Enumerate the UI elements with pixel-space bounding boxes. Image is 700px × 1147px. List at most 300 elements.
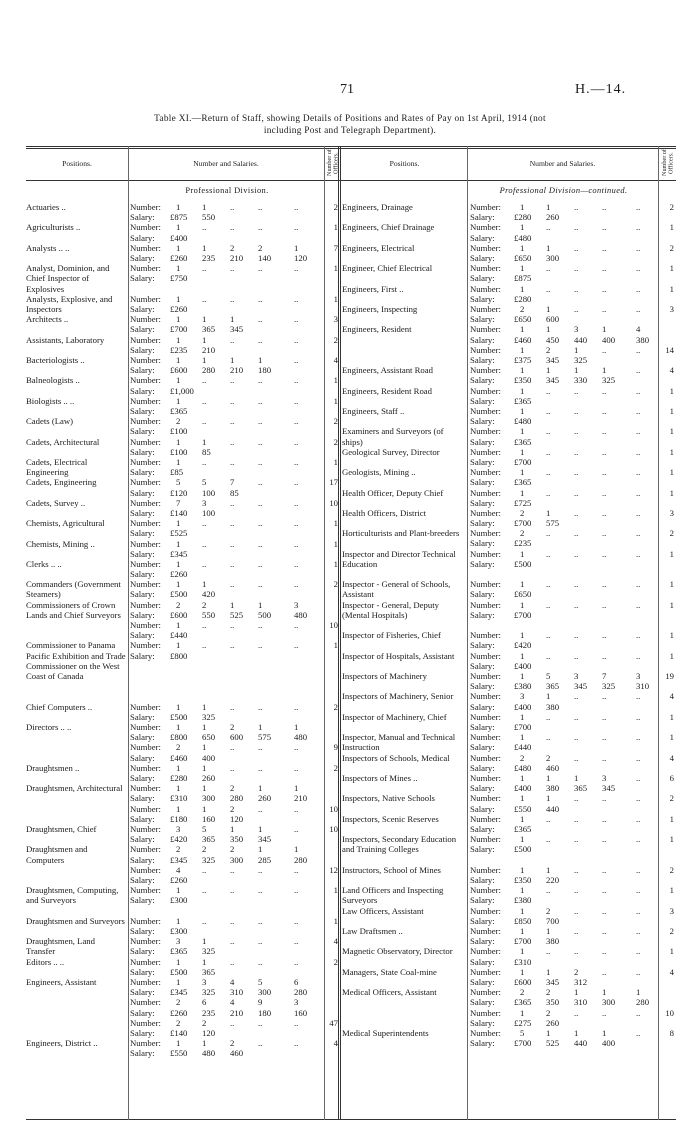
salary-label: Salary: bbox=[130, 1027, 155, 1038]
number-value: .. bbox=[202, 864, 207, 875]
salary-value: 280 bbox=[294, 854, 308, 865]
position-name: Cadets, Architectural bbox=[26, 436, 100, 447]
number-label: Number: bbox=[470, 324, 501, 335]
number-label: Number: bbox=[470, 344, 501, 355]
number-value: .. bbox=[636, 752, 641, 763]
number-value: .. bbox=[230, 558, 235, 569]
officer-count: 1 bbox=[333, 518, 338, 529]
number-value: .. bbox=[202, 885, 207, 896]
number-value: .. bbox=[230, 202, 235, 212]
number-label: Number: bbox=[470, 528, 501, 539]
number-value: .. bbox=[258, 222, 263, 233]
number-value: 1 bbox=[520, 864, 525, 875]
number-value: .. bbox=[602, 732, 607, 743]
salary-label: Salary: bbox=[130, 813, 155, 824]
page-header bbox=[0, 82, 700, 98]
number-value: .. bbox=[636, 732, 641, 743]
number-value: .. bbox=[258, 395, 263, 406]
number-value: .. bbox=[602, 650, 607, 661]
number-value: .. bbox=[230, 885, 235, 896]
position-name: Inspector - General of Schools, Assistant bbox=[342, 579, 451, 600]
number-value: 1 bbox=[202, 783, 207, 794]
number-value: .. bbox=[230, 263, 235, 274]
section-heading-left: Professional Division. bbox=[185, 186, 269, 195]
salary-value: 480 bbox=[294, 609, 308, 620]
number-value: .. bbox=[636, 650, 641, 661]
number-value: 1 bbox=[520, 946, 525, 957]
number-value: 6 bbox=[294, 977, 299, 988]
table-row bbox=[342, 814, 676, 834]
number-value: 1 bbox=[176, 395, 181, 406]
number-value: 1 bbox=[176, 436, 181, 447]
officer-count: 1 bbox=[333, 640, 338, 651]
salary-value: 600 bbox=[230, 732, 244, 743]
salary-value: £365 bbox=[514, 823, 532, 834]
position-name: Inspector of Machinery, Chief bbox=[342, 711, 447, 722]
number-value: .. bbox=[546, 426, 551, 437]
position-name: Cadets (Law) bbox=[26, 416, 74, 427]
salary-value: 120 bbox=[202, 1027, 216, 1038]
number-label: Number: bbox=[470, 242, 501, 253]
number-value: .. bbox=[636, 966, 641, 977]
salary-value: 85 bbox=[230, 487, 239, 498]
number-value: .. bbox=[546, 548, 551, 559]
number-value: .. bbox=[258, 497, 263, 508]
number-value: 3 bbox=[176, 824, 181, 835]
table-row bbox=[26, 375, 338, 395]
officer-count: 2 bbox=[333, 701, 338, 712]
number-value: 1 bbox=[294, 722, 299, 733]
number-value: 1 bbox=[546, 507, 551, 518]
position-name: Commissioner to Panama Pacific Exhibition and Trade Commissioner on the West Coast of Canada bbox=[26, 640, 126, 682]
header-number-salaries-right: Number and Salaries. bbox=[529, 158, 596, 168]
number-value: 1 bbox=[520, 813, 525, 824]
salary-value: £460 bbox=[514, 334, 532, 345]
number-value: 3 bbox=[602, 773, 607, 784]
number-label: Number: bbox=[470, 966, 501, 977]
position-name: Geologists, Mining .. bbox=[342, 467, 416, 478]
table-title-line-2: including Post and Telegraph Department). bbox=[263, 126, 437, 136]
salary-value: £700 bbox=[514, 722, 532, 733]
number-label: Number: bbox=[470, 467, 501, 478]
number-value: .. bbox=[546, 446, 551, 457]
table-row bbox=[26, 202, 338, 222]
salary-value: £400 bbox=[170, 232, 188, 243]
number-value: 2 bbox=[574, 966, 579, 977]
number-value: 1 bbox=[176, 263, 181, 274]
officer-count: 1 bbox=[333, 263, 338, 274]
number-value: .. bbox=[546, 711, 551, 722]
number-value: 1 bbox=[258, 599, 263, 610]
number-value: .. bbox=[258, 762, 263, 773]
number-value: .. bbox=[636, 773, 641, 784]
table-title bbox=[24, 113, 676, 137]
officer-count: 1 bbox=[669, 813, 674, 824]
position-name: Inspector, Manual and Technical Instruction bbox=[342, 732, 456, 753]
number-label: Number: bbox=[130, 242, 161, 253]
salary-value: £260 bbox=[170, 1007, 188, 1018]
number-value: .. bbox=[546, 487, 551, 498]
number-value: .. bbox=[602, 885, 607, 896]
salary-value: 450 bbox=[546, 334, 560, 345]
salary-label: Salary: bbox=[130, 528, 155, 539]
number-value: 1 bbox=[546, 793, 551, 804]
salary-label: Salary: bbox=[470, 293, 495, 304]
number-value: .. bbox=[230, 538, 235, 549]
table-row bbox=[342, 926, 676, 946]
salary-value: 280 bbox=[202, 365, 216, 376]
number-value: .. bbox=[230, 579, 235, 590]
salary-value: £650 bbox=[514, 314, 532, 325]
officer-count: 1 bbox=[333, 375, 338, 386]
position-name: Actuaries .. bbox=[26, 202, 66, 212]
salary-value: 260 bbox=[546, 1017, 560, 1028]
salary-value: 380 bbox=[546, 701, 560, 712]
number-value: .. bbox=[574, 793, 579, 804]
salary-label: Salary: bbox=[130, 405, 155, 416]
number-label: Number: bbox=[470, 303, 501, 314]
salary-value: 365 bbox=[202, 834, 216, 845]
salary-label: Salary: bbox=[130, 232, 155, 243]
salary-value: 210 bbox=[230, 252, 244, 263]
position-name: Instructors, School of Mines bbox=[342, 864, 441, 875]
number-value: 1 bbox=[520, 446, 525, 457]
number-value: .. bbox=[294, 742, 299, 753]
number-value: 7 bbox=[230, 477, 235, 488]
salary-value: 300 bbox=[546, 252, 560, 263]
number-value: .. bbox=[574, 242, 579, 253]
number-value: 5 bbox=[546, 671, 551, 682]
number-label: Number: bbox=[130, 263, 161, 274]
number-label: Number: bbox=[130, 956, 161, 967]
number-label: Number: bbox=[470, 1027, 501, 1038]
table-row bbox=[342, 549, 676, 580]
number-value: .. bbox=[258, 558, 263, 569]
salary-value: 525 bbox=[230, 609, 244, 620]
number-value: .. bbox=[574, 548, 579, 559]
table-row bbox=[342, 202, 676, 222]
position-name: Inspectors of Mines .. bbox=[342, 773, 418, 784]
number-value: 1 bbox=[176, 620, 181, 631]
number-value: .. bbox=[574, 202, 579, 212]
right-entries bbox=[342, 202, 676, 1048]
number-value: .. bbox=[602, 1007, 607, 1018]
number-value: 1 bbox=[202, 742, 207, 753]
officer-count: 2 bbox=[333, 956, 338, 967]
number-value: .. bbox=[636, 864, 641, 875]
document-reference: H.—14. bbox=[575, 82, 627, 97]
number-value: .. bbox=[574, 711, 579, 722]
table-row bbox=[342, 467, 676, 487]
number-value: .. bbox=[636, 579, 641, 590]
number-value: .. bbox=[574, 385, 579, 396]
number-value: 1 bbox=[176, 375, 181, 386]
number-value: 1 bbox=[176, 915, 181, 926]
table-row bbox=[342, 222, 676, 242]
position-name: Inspectors of Machinery bbox=[342, 671, 427, 682]
number-value: .. bbox=[258, 538, 263, 549]
number-value: 1 bbox=[520, 599, 525, 610]
salary-label: Salary: bbox=[130, 507, 155, 518]
salary-label: Salary: bbox=[130, 875, 155, 885]
number-value: 1 bbox=[520, 885, 525, 896]
salary-value: £800 bbox=[170, 732, 188, 743]
salary-label: Salary: bbox=[470, 1017, 495, 1028]
officer-count: 2 bbox=[333, 416, 338, 427]
table-row bbox=[26, 477, 338, 497]
number-label: Number: bbox=[470, 222, 501, 233]
number-value: 1 bbox=[176, 334, 181, 345]
position-name: Draughtsmen, Land Transfer bbox=[26, 936, 95, 957]
number-value: .. bbox=[546, 385, 551, 396]
number-value: .. bbox=[602, 528, 607, 539]
number-value: .. bbox=[602, 467, 607, 478]
number-value: 1 bbox=[520, 344, 525, 355]
officer-count: 10 bbox=[329, 497, 338, 508]
number-value: .. bbox=[636, 446, 641, 457]
officer-count: 1 bbox=[669, 650, 674, 661]
salary-label: Salary: bbox=[130, 732, 155, 743]
number-value: .. bbox=[230, 416, 235, 427]
salary-label: Salary: bbox=[130, 365, 155, 376]
position-name: Managers, State Coal-mine bbox=[342, 966, 437, 977]
number-value: .. bbox=[294, 915, 299, 926]
salary-value: 325 bbox=[202, 711, 216, 722]
number-value: .. bbox=[294, 497, 299, 508]
number-value: 5 bbox=[176, 477, 181, 488]
number-value: .. bbox=[294, 314, 299, 325]
number-value: .. bbox=[546, 813, 551, 824]
number-value: 2 bbox=[176, 844, 181, 855]
salary-label: Salary: bbox=[470, 436, 495, 447]
salary-value: £875 bbox=[514, 273, 532, 284]
number-value: 1 bbox=[202, 579, 207, 590]
number-value: .. bbox=[230, 293, 235, 304]
salary-value: £140 bbox=[170, 1027, 188, 1038]
officer-count: 1 bbox=[333, 885, 338, 896]
table-row bbox=[342, 579, 676, 599]
officer-count: 2 bbox=[669, 202, 674, 212]
number-value: .. bbox=[602, 548, 607, 559]
number-value: 1 bbox=[520, 671, 525, 682]
table-row bbox=[342, 528, 676, 548]
salary-label: Salary: bbox=[130, 446, 155, 457]
number-value: 1 bbox=[520, 222, 525, 233]
salary-label: Salary: bbox=[470, 681, 495, 692]
salary-value: £310 bbox=[170, 793, 188, 804]
position-name: Engineers, Chief Drainage bbox=[342, 222, 435, 233]
position-name: Inspectors, Native Schools bbox=[342, 793, 435, 804]
salary-label: Salary: bbox=[470, 395, 495, 406]
salary-label: Salary: bbox=[470, 803, 495, 814]
number-label: Number: bbox=[470, 263, 501, 274]
number-label: Number: bbox=[130, 334, 161, 345]
salary-value: £380 bbox=[514, 895, 532, 906]
officer-count: 1 bbox=[669, 732, 674, 743]
number-value: 1 bbox=[520, 283, 525, 294]
salary-label: Salary: bbox=[470, 742, 495, 753]
number-value: .. bbox=[294, 1038, 299, 1049]
officer-count: 1 bbox=[669, 579, 674, 590]
position-name: Engineers, Electrical bbox=[342, 242, 415, 253]
number-value: .. bbox=[574, 925, 579, 936]
salary-value: 160 bbox=[202, 813, 216, 824]
salary-label: Salary: bbox=[130, 487, 155, 498]
salary-value: £300 bbox=[170, 926, 188, 937]
number-value: .. bbox=[602, 303, 607, 314]
salary-value: 120 bbox=[230, 813, 244, 824]
number-value: .. bbox=[546, 283, 551, 294]
number-value: 1 bbox=[520, 834, 525, 845]
number-value: .. bbox=[546, 732, 551, 743]
officer-count: 1 bbox=[669, 599, 674, 610]
officer-count: 1 bbox=[669, 405, 674, 416]
table-row bbox=[342, 691, 676, 711]
officer-count: 4 bbox=[333, 936, 338, 947]
number-value: .. bbox=[230, 701, 235, 712]
salary-value: 365 bbox=[202, 966, 216, 977]
number-label: Number: bbox=[470, 671, 501, 682]
number-value: .. bbox=[574, 487, 579, 498]
salary-value: 280 bbox=[294, 987, 308, 998]
number-value: 1 bbox=[574, 365, 579, 376]
number-value: .. bbox=[294, 395, 299, 406]
number-value: .. bbox=[636, 487, 641, 498]
position-name: Medical Officers, Assistant bbox=[342, 987, 437, 998]
number-value: .. bbox=[294, 579, 299, 590]
table-row bbox=[26, 600, 338, 641]
position-name: Draughtsmen and Surveyors bbox=[26, 915, 125, 926]
number-value: 1 bbox=[176, 762, 181, 773]
salary-label: Salary: bbox=[130, 609, 155, 620]
number-value: .. bbox=[202, 558, 207, 569]
number-value: .. bbox=[574, 630, 579, 641]
salary-value: 325 bbox=[574, 354, 588, 365]
number-label: Number: bbox=[130, 293, 161, 304]
number-value: .. bbox=[546, 834, 551, 845]
staff-table bbox=[26, 146, 676, 1120]
table-row bbox=[26, 222, 338, 242]
salary-value: 345 bbox=[258, 834, 272, 845]
salary-value: 345 bbox=[230, 324, 244, 335]
salary-label: Salary: bbox=[470, 538, 495, 549]
number-value: 1 bbox=[520, 365, 525, 376]
number-value: .. bbox=[602, 793, 607, 804]
officer-count: 1 bbox=[333, 395, 338, 406]
table-row bbox=[26, 916, 338, 936]
salary-label: Salary: bbox=[470, 915, 495, 926]
table-row bbox=[26, 722, 338, 763]
number-value: .. bbox=[230, 936, 235, 947]
officer-count: 10 bbox=[329, 824, 338, 835]
salary-label: Salary: bbox=[130, 548, 155, 559]
table-row bbox=[26, 355, 338, 375]
salary-value: 310 bbox=[230, 987, 244, 998]
number-value: 1 bbox=[520, 905, 525, 916]
salary-value: £500 bbox=[170, 711, 188, 722]
salary-value: £310 bbox=[514, 956, 532, 967]
salary-value: £600 bbox=[170, 365, 188, 376]
salary-value: 345 bbox=[546, 375, 560, 386]
number-value: .. bbox=[636, 202, 641, 212]
position-name: Draughtsmen, Chief bbox=[26, 824, 97, 835]
number-value: .. bbox=[546, 885, 551, 896]
salary-value: 700 bbox=[546, 915, 560, 926]
salary-value: 300 bbox=[258, 987, 272, 998]
officer-count: 10 bbox=[329, 803, 338, 814]
number-value: 1 bbox=[520, 548, 525, 559]
number-value: 1 bbox=[520, 426, 525, 437]
number-label: Number: bbox=[130, 997, 161, 1008]
officer-count: 4 bbox=[669, 365, 674, 376]
number-value: .. bbox=[202, 620, 207, 631]
number-value: 1 bbox=[258, 824, 263, 835]
table-row bbox=[26, 314, 338, 334]
number-value: .. bbox=[258, 436, 263, 447]
position-name: Inspector of Hospitals, Assistant bbox=[342, 650, 455, 661]
number-value: 2 bbox=[546, 1007, 551, 1018]
number-value: .. bbox=[258, 314, 263, 325]
number-label: Number: bbox=[470, 507, 501, 518]
salary-value: 400 bbox=[602, 334, 616, 345]
number-value: .. bbox=[636, 905, 641, 916]
number-value: .. bbox=[574, 864, 579, 875]
number-value: 1 bbox=[520, 324, 525, 335]
number-value: .. bbox=[602, 599, 607, 610]
number-value: .. bbox=[230, 742, 235, 753]
salary-value: £650 bbox=[514, 589, 532, 600]
salary-label: Salary: bbox=[470, 783, 495, 794]
table-row bbox=[26, 1038, 338, 1058]
number-value: 1 bbox=[520, 467, 525, 478]
number-value: .. bbox=[202, 456, 207, 467]
number-value: .. bbox=[294, 640, 299, 651]
number-value: 2 bbox=[546, 905, 551, 916]
salary-value: 210 bbox=[230, 1007, 244, 1018]
table-row bbox=[342, 630, 676, 650]
number-value: .. bbox=[294, 263, 299, 274]
position-name: Health Officers, District bbox=[342, 507, 427, 518]
salary-value: 235 bbox=[202, 1007, 216, 1018]
salary-value: 400 bbox=[602, 1038, 616, 1049]
table-row bbox=[26, 243, 338, 263]
number-value: .. bbox=[602, 446, 607, 457]
header-positions: Positions. bbox=[62, 158, 92, 168]
salary-label: Salary: bbox=[130, 854, 155, 865]
officer-count: 1 bbox=[669, 385, 674, 396]
number-value: 1 bbox=[520, 925, 525, 936]
number-value: 1 bbox=[202, 762, 207, 773]
number-value: .. bbox=[258, 915, 263, 926]
number-value: .. bbox=[602, 385, 607, 396]
salary-value: 180 bbox=[258, 1007, 272, 1018]
number-value: 1 bbox=[546, 773, 551, 784]
number-value: .. bbox=[294, 436, 299, 447]
position-name: Health Officer, Deputy Chief bbox=[342, 487, 444, 498]
position-name: Clerks .. .. bbox=[26, 558, 62, 569]
salary-label: Salary: bbox=[470, 314, 495, 325]
number-value: .. bbox=[202, 263, 207, 274]
table-row bbox=[342, 885, 676, 905]
table-row bbox=[342, 834, 676, 865]
salary-value: 235 bbox=[202, 252, 216, 263]
salary-value: 380 bbox=[636, 334, 650, 345]
number-label: Number: bbox=[470, 1007, 501, 1018]
number-value: 1 bbox=[202, 803, 207, 814]
salary-value: 460 bbox=[230, 1048, 244, 1059]
number-value: 7 bbox=[176, 497, 181, 508]
officer-count: 2 bbox=[333, 579, 338, 590]
